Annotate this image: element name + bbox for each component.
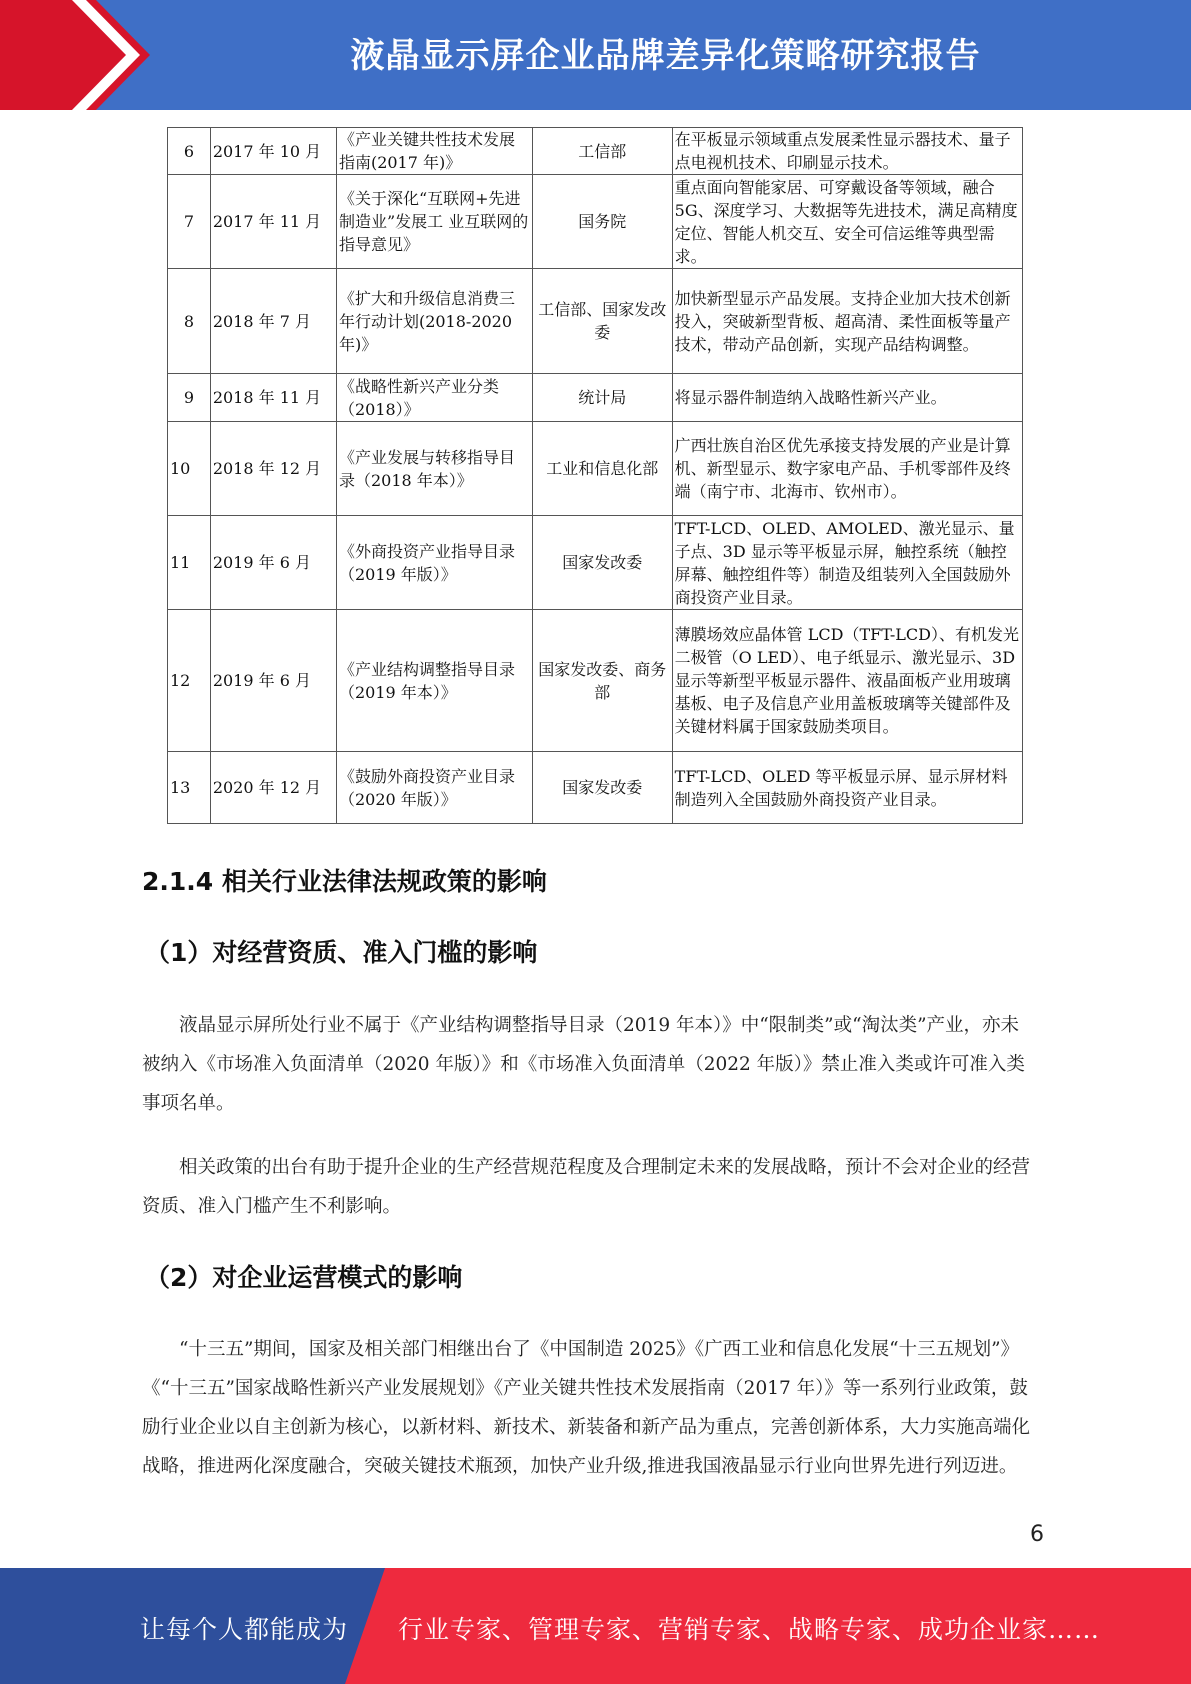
page-number: 6 xyxy=(1030,1522,1044,1547)
footer-slogan-right: 行业专家、管理专家、营销专家、战略专家、成功企业家…… xyxy=(398,1615,1101,1644)
subsection-heading-1: （1）对经营资质、准入门槛的影响 xyxy=(145,938,538,967)
page-header xyxy=(0,0,1191,110)
row-number: 12 xyxy=(168,610,211,752)
row-number: 11 xyxy=(168,516,211,610)
row-number: 9 xyxy=(168,374,211,422)
footer-slogan-left: 让每个人都能成为 xyxy=(140,1615,349,1644)
row-document: 《产业结构调整指导目录（2019 年本）》 xyxy=(336,610,532,752)
row-department: 工信部 xyxy=(532,128,672,175)
row-number: 13 xyxy=(168,752,211,824)
table-row xyxy=(168,610,1023,752)
row-date: 2017 年 10 月 xyxy=(210,128,336,175)
row-date: 2018 年 7 月 xyxy=(210,269,336,374)
row-document: 《外商投资产业指导目录（2019 年版）》 xyxy=(336,516,532,610)
row-department: 统计局 xyxy=(532,374,672,422)
header-arrow-decoration xyxy=(0,0,150,110)
row-number: 7 xyxy=(168,175,211,269)
document-title: 液晶显示屏企业品牌差异化策略研究报告 xyxy=(350,36,981,76)
row-department: 工业和信息化部 xyxy=(532,422,672,516)
row-document: 《关于深化“互联网+先进制造业”发展工 业互联网的指导意见》 xyxy=(336,175,532,269)
row-description: 将显示器件制造纳入战略性新兴产业。 xyxy=(672,374,1022,422)
row-document: 《鼓励外商投资产业目录（2020 年版）》 xyxy=(336,752,532,824)
row-description: 广西壮族自治区优先承接支持发展的产业是计算机、新型显示、数字家电产品、手机零部件及终端（南宁市、北海市、钦州市）。 xyxy=(672,422,1022,516)
table-row xyxy=(168,269,1023,374)
row-document: 《产业发展与转移指导目录（2018 年本）》 xyxy=(336,422,532,516)
row-date: 2019 年 6 月 xyxy=(210,610,336,752)
row-number: 6 xyxy=(168,128,211,175)
row-document: 《战略性新兴产业分类（2018）》 xyxy=(336,374,532,422)
row-description: TFT-LCD、OLED 等平板显示屏、显示屏材料制造列入全国鼓励外商投资产业目录。 xyxy=(672,752,1022,824)
row-document: 《产业关键共性技术发展指南(2017 年)》 xyxy=(336,128,532,175)
row-document: 《扩大和升级信息消费三年行动计划(2018-2020 年)》 xyxy=(336,269,532,374)
row-date: 2018 年 11 月 xyxy=(210,374,336,422)
table-row xyxy=(168,422,1023,516)
row-date: 2017 年 11 月 xyxy=(210,175,336,269)
table-row xyxy=(168,752,1023,824)
row-description: 薄膜场效应晶体管 LCD（TFT-LCD）、有机发光二极管（O LED）、电子纸显示、激光显示、3D 显示等新型平板显示器件、液晶面板产业用玻璃基板、电子及信息产业用盖板玻璃等关键部件及关键材料属于国家鼓励类项目。 xyxy=(672,610,1022,752)
subsection-heading-2: （2）对企业运营模式的影响 xyxy=(145,1263,463,1292)
table-row xyxy=(168,175,1023,269)
row-department: 国务院 xyxy=(532,175,672,269)
row-number: 8 xyxy=(168,269,211,374)
row-department: 国家发改委 xyxy=(532,752,672,824)
row-department: 国家发改委、商务部 xyxy=(532,610,672,752)
row-description: 在平板显示领域重点发展柔性显示器技术、量子点电视机技术、印刷显示技术。 xyxy=(672,128,1022,175)
table-row xyxy=(168,128,1023,175)
section-heading: 2.1.4 相关行业法律法规政策的影响 xyxy=(142,867,547,896)
table-row xyxy=(168,374,1023,422)
table-row xyxy=(168,516,1023,610)
paragraph-3: “十三五”期间，国家及相关部门相继出台了《中国制造 2025》《广西工业和信息化发展“十三五规划”》《“十三五”国家战略性新兴产业发展规划》《产业关键共性技术发展指南（2017 年）》等一系列行业政策，鼓励行业企业以自主创新为核心，以新材料、新技术、新装备和新产品为重点，完善创新体系，大力实施高端化战略，推进两化深度融合，突破关键技术瓶颈，加快产业升级,推进我国液晶显示行业向世界先进行列迈进。 xyxy=(142,1339,1031,1477)
paragraph-2: 相关政策的出台有助于提升企业的生产经营规范程度及合理制定未来的发展战略，预计不会对企业的经营资质、准入门槛产生不利影响。 xyxy=(142,1157,1031,1217)
row-date: 2020 年 12 月 xyxy=(210,752,336,824)
row-description: TFT-LCD、OLED、AMOLED、激光显示、量子点、3D 显示等平板显示屏，触控系统（触控屏幕、触控组件等）制造及组装列入全国鼓励外商投资产业目录。 xyxy=(672,516,1022,610)
row-description: 加快新型显示产品发展。支持企业加大技术创新投入，突破新型背板、超高清、柔性面板等量产技术，带动产品创新，实现产品结构调整。 xyxy=(672,269,1022,374)
row-date: 2018 年 12 月 xyxy=(210,422,336,516)
row-description: 重点面向智能家居、可穿戴设备等领域，融合 5G、深度学习、大数据等先进技术，满足高精度定位、智能人机交互、安全可信运维等典型需求。 xyxy=(672,175,1022,269)
policy-table xyxy=(167,127,1023,824)
paragraph-1: 液晶显示屏所处行业不属于《产业结构调整指导目录（2019 年本）》中“限制类”或“淘汰类”产业，亦未被纳入《市场准入负面清单（2020 年版）》和《市场准入负面清单（2022 年版）》禁止准入类或许可准入类事项名单。 xyxy=(142,1015,1025,1114)
row-department: 国家发改委 xyxy=(532,516,672,610)
row-department: 工信部、国家发改委 xyxy=(532,269,672,374)
row-date: 2019 年 6 月 xyxy=(210,516,336,610)
page-footer xyxy=(0,1568,1191,1684)
row-number: 10 xyxy=(168,422,211,516)
